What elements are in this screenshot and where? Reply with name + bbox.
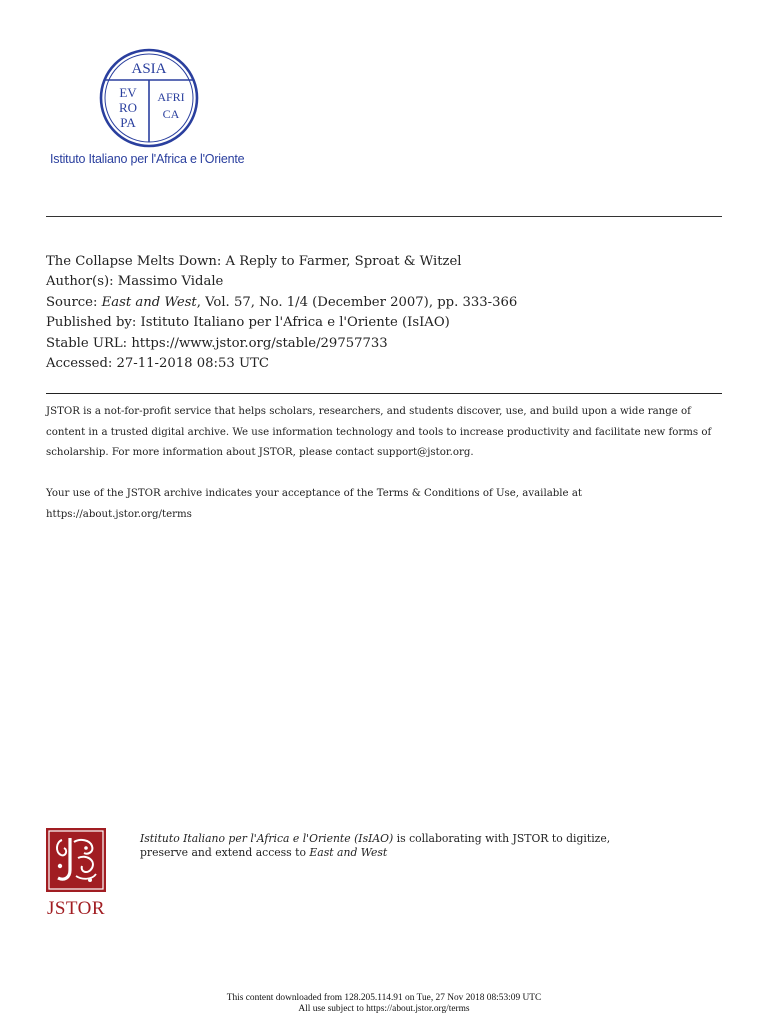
collaboration-line-1	[140, 832, 740, 846]
collaboration-publisher: Istituto Italiano per l'Africa e l'Oriente (IsIAO)	[140, 832, 394, 845]
collaboration-statement	[140, 832, 740, 859]
source-line	[46, 293, 726, 313]
author-line	[46, 272, 726, 292]
citation-block	[46, 252, 726, 374]
publisher-line	[46, 313, 726, 333]
download-footer	[0, 993, 768, 1015]
footer-download-line: This content downloaded from 128.205.114.91 on Tue, 27 Nov 2018 08:53:09 UTC	[226, 993, 542, 1003]
seal-text-pa: PA	[120, 115, 136, 130]
publisher-logo	[50, 46, 265, 176]
author-name: Massimo Vidale	[117, 274, 224, 290]
seal-text-ev: EV	[119, 85, 137, 100]
source-details: , Vol. 57, No. 1/4 (December 2007), pp. 333-366	[196, 294, 518, 310]
terms-notice-paragraph: Your use of the JSTOR archive indicates your acceptance of the Terms & Conditions of Use, available at https://about.jstor.org/terms	[46, 488, 582, 520]
source-label: Source:	[46, 294, 98, 310]
stable-url-link[interactable]: https://www.jstor.org/stable/29757733	[131, 335, 388, 351]
seal-text-ro: RO	[118, 100, 138, 115]
accessed-value: 27-11-2018 08:53 UTC	[116, 356, 269, 372]
source-journal: East and West	[101, 294, 197, 310]
collaboration-text-1: is collaborating with JSTOR to digitize,	[393, 832, 611, 845]
jstor-logo	[44, 828, 110, 920]
collaboration-line-2	[140, 846, 740, 860]
article-title: The Collapse Melts Down: A Reply to Farmer, Sproat & Witzel	[46, 254, 462, 269]
jstor-emblem-icon	[46, 828, 106, 892]
author-label: Author(s):	[46, 274, 114, 290]
seal-text-afri: AFRI	[157, 90, 185, 104]
stable-url-line	[46, 334, 726, 354]
publisher-value: Istituto Italiano per l'Africa e l'Oriente (IsIAO)	[140, 315, 450, 331]
seal-text-ca: CA	[162, 107, 180, 121]
jstor-wordmark: JSTOR	[46, 898, 106, 919]
jstor-notice-paragraph: JSTOR is a not-for-profit service that helps scholars, researchers, and students discover, use, and build upon a wide range of content in a trusted digital archive. We use information technology and tools to increase productivity and facilitate new forms of scholarship. For more information about JSTOR, please contact support@jstor.org.	[46, 406, 712, 459]
stable-url-label: Stable URL:	[46, 335, 128, 351]
accessed-line	[46, 354, 726, 374]
publisher-seal-icon	[97, 46, 201, 150]
bottom-divider	[46, 393, 722, 394]
collaboration-journal: East and West	[309, 845, 388, 859]
accessed-label: Accessed:	[46, 356, 113, 372]
footer-terms-line: All use subject to https://about.jstor.org/terms	[298, 1004, 470, 1014]
collaboration-text-2: preserve and extend access to	[140, 845, 310, 859]
publisher-logo-name: Istituto Italiano per l'Africa e l'Oriente	[50, 152, 245, 166]
top-divider	[46, 216, 722, 217]
seal-text-asia: ASIA	[131, 61, 167, 77]
publisher-label: Published by:	[46, 315, 137, 331]
